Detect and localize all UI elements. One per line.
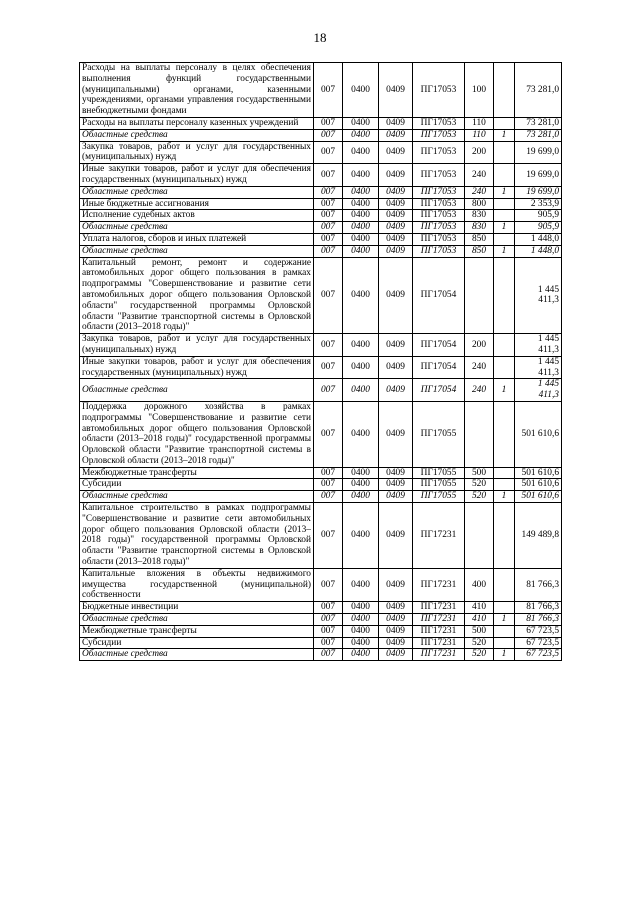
source-code: [494, 233, 515, 245]
subsection-code: 0409: [379, 503, 413, 569]
subsection-code: 0409: [379, 467, 413, 479]
page-number: 18: [313, 30, 327, 45]
ved-code: 007: [314, 117, 343, 129]
ved-code: 007: [314, 63, 343, 118]
row-name: Межбюджетные трансферты: [80, 625, 314, 637]
target-code: ПГ17054: [413, 356, 465, 379]
target-code: ПГ17231: [413, 503, 465, 569]
section-code: 0400: [343, 117, 379, 129]
section-code: 0400: [343, 491, 379, 503]
expense-type-code: 240: [465, 356, 494, 379]
target-code: ПГ17053: [413, 222, 465, 234]
row-name: Закупка товаров, работ и услуг для государственных (муниципальных) нужд: [80, 334, 314, 357]
amount: 501 610,6: [515, 479, 562, 491]
expense-type-code: 410: [465, 614, 494, 626]
section-code: 0400: [343, 141, 379, 164]
subsection-code: 0409: [379, 210, 413, 222]
target-code: ПГ17231: [413, 614, 465, 626]
expense-type-code: 240: [465, 379, 494, 402]
section-code: 0400: [343, 401, 379, 467]
row-name: Областные средства: [80, 614, 314, 626]
amount: 81 766,3: [515, 568, 562, 601]
target-code: ПГ17055: [413, 479, 465, 491]
expense-type-code: 500: [465, 467, 494, 479]
source-code: [494, 479, 515, 491]
row-name: Закупка товаров, работ и услуг для государственных (муниципальных) нужд: [80, 141, 314, 164]
expense-type-code: 200: [465, 334, 494, 357]
expense-type-code: [465, 503, 494, 569]
table-row: [80, 198, 562, 210]
expense-type-code: 110: [465, 129, 494, 141]
table-row: [80, 503, 562, 569]
source-code: [494, 602, 515, 614]
source-code: [494, 356, 515, 379]
target-code: ПГ17053: [413, 210, 465, 222]
section-code: 0400: [343, 503, 379, 569]
expense-type-code: 850: [465, 245, 494, 257]
section-code: 0400: [343, 467, 379, 479]
table-row: [80, 141, 562, 164]
ved-code: 007: [314, 401, 343, 467]
subsection-code: 0409: [379, 245, 413, 257]
section-code: 0400: [343, 479, 379, 491]
subsection-code: 0409: [379, 257, 413, 334]
ved-code: 007: [314, 503, 343, 569]
row-name: Областные средства: [80, 222, 314, 234]
subsection-code: 0409: [379, 117, 413, 129]
source-code: 1: [494, 129, 515, 141]
table-row: [80, 334, 562, 357]
table-row: [80, 649, 562, 661]
expense-type-code: 240: [465, 186, 494, 198]
target-code: ПГ17053: [413, 164, 465, 187]
row-name: Областные средства: [80, 129, 314, 141]
row-name: Уплата налогов, сборов и иных платежей: [80, 233, 314, 245]
expense-type-code: 520: [465, 637, 494, 649]
amount: 1 445 411,3: [515, 356, 562, 379]
subsection-code: 0409: [379, 63, 413, 118]
target-code: ПГ17053: [413, 245, 465, 257]
row-name: Областные средства: [80, 649, 314, 661]
expense-type-code: 520: [465, 479, 494, 491]
amount: 2 353,9: [515, 198, 562, 210]
ved-code: 007: [314, 129, 343, 141]
table-row: [80, 222, 562, 234]
target-code: ПГ17231: [413, 625, 465, 637]
amount: 67 723,5: [515, 625, 562, 637]
table-row: [80, 210, 562, 222]
amount: 81 766,3: [515, 602, 562, 614]
source-code: [494, 503, 515, 569]
ved-code: 007: [314, 233, 343, 245]
subsection-code: 0409: [379, 602, 413, 614]
ved-code: 007: [314, 198, 343, 210]
table-row: [80, 356, 562, 379]
ved-code: 007: [314, 356, 343, 379]
source-code: 1: [494, 614, 515, 626]
expense-type-code: 100: [465, 63, 494, 118]
source-code: [494, 467, 515, 479]
section-code: 0400: [343, 614, 379, 626]
target-code: ПГ17231: [413, 637, 465, 649]
expense-type-code: 200: [465, 141, 494, 164]
table-row: [80, 129, 562, 141]
target-code: ПГ17054: [413, 379, 465, 402]
target-code: ПГ17053: [413, 129, 465, 141]
subsection-code: 0409: [379, 379, 413, 402]
expense-type-code: 400: [465, 568, 494, 601]
row-name: Расходы на выплаты персоналу казенных учреждений: [80, 117, 314, 129]
subsection-code: 0409: [379, 649, 413, 661]
subsection-code: 0409: [379, 614, 413, 626]
row-name: Капитальный ремонт, ремонт и содержание автомобильных дорог общего пользования в рамках подпрограммы "Совершенствование и развитие сети автомобильных дорог общего пользования Орловской области" государственной программы Орловской области "Развитие транспортной системы в Орловской области (2013–2018 годы)": [80, 257, 314, 334]
target-code: ПГ17053: [413, 117, 465, 129]
section-code: 0400: [343, 379, 379, 402]
row-name: Областные средства: [80, 245, 314, 257]
section-code: 0400: [343, 186, 379, 198]
subsection-code: 0409: [379, 479, 413, 491]
ved-code: 007: [314, 210, 343, 222]
target-code: ПГ17053: [413, 141, 465, 164]
table-row: [80, 257, 562, 334]
ved-code: 007: [314, 379, 343, 402]
ved-code: 007: [314, 222, 343, 234]
row-name: Иные бюджетные ассигнования: [80, 198, 314, 210]
ved-code: 007: [314, 625, 343, 637]
section-code: 0400: [343, 356, 379, 379]
source-code: [494, 198, 515, 210]
amount: 149 489,8: [515, 503, 562, 569]
section-code: 0400: [343, 129, 379, 141]
amount: 73 281,0: [515, 129, 562, 141]
table-row: [80, 245, 562, 257]
expense-type-code: 410: [465, 602, 494, 614]
target-code: ПГ17053: [413, 63, 465, 118]
subsection-code: 0409: [379, 334, 413, 357]
section-code: 0400: [343, 257, 379, 334]
target-code: ПГ17231: [413, 649, 465, 661]
table-row: [80, 63, 562, 118]
amount: 905,9: [515, 210, 562, 222]
source-code: 1: [494, 222, 515, 234]
ved-code: 007: [314, 479, 343, 491]
expense-type-code: 850: [465, 233, 494, 245]
subsection-code: 0409: [379, 198, 413, 210]
target-code: ПГ17055: [413, 467, 465, 479]
table-body: [80, 63, 562, 661]
target-code: ПГ17054: [413, 257, 465, 334]
table-row: [80, 117, 562, 129]
section-code: 0400: [343, 334, 379, 357]
amount: 19 699,0: [515, 186, 562, 198]
ved-code: 007: [314, 491, 343, 503]
expense-type-code: 500: [465, 625, 494, 637]
table-row: [80, 467, 562, 479]
table-row: [80, 625, 562, 637]
source-code: [494, 210, 515, 222]
expense-type-code: 830: [465, 222, 494, 234]
expense-type-code: 830: [465, 210, 494, 222]
subsection-code: 0409: [379, 625, 413, 637]
ved-code: 007: [314, 614, 343, 626]
expense-type-code: 110: [465, 117, 494, 129]
ved-code: 007: [314, 568, 343, 601]
ved-code: 007: [314, 245, 343, 257]
ved-code: 007: [314, 141, 343, 164]
row-name: Иные закупки товаров, работ и услуг для обеспечения государственных (муниципальных) нужд: [80, 356, 314, 379]
section-code: 0400: [343, 63, 379, 118]
source-code: [494, 141, 515, 164]
source-code: [494, 117, 515, 129]
ved-code: 007: [314, 164, 343, 187]
target-code: ПГ17054: [413, 334, 465, 357]
table-row: [80, 491, 562, 503]
amount: 1 445 411,3: [515, 334, 562, 357]
row-name: Капитальное строительство в рамках подпрограммы "Совершенствование и развитие сети автомобильных дорог общего пользования Орловской области (2013–2018 годы)" государственной программы Орловской области "Развитие транспортной системы в Орловской области (2013–2018 годы)": [80, 503, 314, 569]
amount: 73 281,0: [515, 63, 562, 118]
subsection-code: 0409: [379, 233, 413, 245]
source-code: 1: [494, 379, 515, 402]
table-row: [80, 614, 562, 626]
expense-type-code: [465, 401, 494, 467]
target-code: ПГ17055: [413, 491, 465, 503]
ved-code: 007: [314, 334, 343, 357]
amount: 67 723,5: [515, 649, 562, 661]
source-code: 1: [494, 245, 515, 257]
row-name: Областные средства: [80, 379, 314, 402]
amount: 1 445 411,3: [515, 257, 562, 334]
expense-type-code: 520: [465, 649, 494, 661]
section-code: 0400: [343, 210, 379, 222]
amount: 19 699,0: [515, 164, 562, 187]
row-name: Бюджетные инвестиции: [80, 602, 314, 614]
amount: 81 766,3: [515, 614, 562, 626]
table-row: [80, 233, 562, 245]
source-code: 1: [494, 649, 515, 661]
ved-code: 007: [314, 637, 343, 649]
section-code: 0400: [343, 649, 379, 661]
subsection-code: 0409: [379, 164, 413, 187]
expense-type-code: 520: [465, 491, 494, 503]
subsection-code: 0409: [379, 141, 413, 164]
source-code: 1: [494, 491, 515, 503]
row-name: Иные закупки товаров, работ и услуг для обеспечения государственных (муниципальных) нужд: [80, 164, 314, 187]
ved-code: 007: [314, 649, 343, 661]
subsection-code: 0409: [379, 186, 413, 198]
section-code: 0400: [343, 198, 379, 210]
table-row: [80, 186, 562, 198]
table-row: [80, 401, 562, 467]
row-name: Субсидии: [80, 479, 314, 491]
subsection-code: 0409: [379, 222, 413, 234]
subsection-code: 0409: [379, 568, 413, 601]
amount: 1 448,0: [515, 245, 562, 257]
expense-type-code: [465, 257, 494, 334]
source-code: [494, 334, 515, 357]
source-code: 1: [494, 186, 515, 198]
target-code: ПГ17053: [413, 233, 465, 245]
section-code: 0400: [343, 164, 379, 187]
source-code: [494, 164, 515, 187]
row-name: Исполнение судебных актов: [80, 210, 314, 222]
amount: 1 448,0: [515, 233, 562, 245]
amount: 501 610,6: [515, 401, 562, 467]
amount: 73 281,0: [515, 117, 562, 129]
row-name: Субсидии: [80, 637, 314, 649]
subsection-code: 0409: [379, 401, 413, 467]
table-row: [80, 568, 562, 601]
target-code: ПГ17231: [413, 568, 465, 601]
row-name: Расходы на выплаты персоналу в целях обеспечения выполнения функций государственными (муниципальными) органами, казенными учреждениями, органами управления государственными внебюджетными фондами: [80, 63, 314, 118]
target-code: ПГ17231: [413, 602, 465, 614]
table-row: [80, 379, 562, 402]
table-row: [80, 479, 562, 491]
amount: 905,9: [515, 222, 562, 234]
budget-table: [79, 62, 562, 661]
section-code: 0400: [343, 637, 379, 649]
row-name: Областные средства: [80, 491, 314, 503]
row-name: Областные средства: [80, 186, 314, 198]
ved-code: 007: [314, 602, 343, 614]
amount: 1 445 411,3: [515, 379, 562, 402]
source-code: [494, 568, 515, 601]
target-code: ПГ17053: [413, 198, 465, 210]
ved-code: 007: [314, 257, 343, 334]
source-code: [494, 257, 515, 334]
expense-type-code: 240: [465, 164, 494, 187]
row-name: Межбюджетные трансферты: [80, 467, 314, 479]
section-code: 0400: [343, 602, 379, 614]
section-code: 0400: [343, 568, 379, 601]
subsection-code: 0409: [379, 637, 413, 649]
row-name: Поддержка дорожного хозяйства в рамках подпрограммы "Совершенствование и развитие сети автомобильных дорог общего пользования Орловской области (2013–2018 годы)" государственной программы Орловской области "Развитие транспортной системы в Орловской области (2013–2018 годы)": [80, 401, 314, 467]
target-code: ПГ17055: [413, 401, 465, 467]
section-code: 0400: [343, 245, 379, 257]
subsection-code: 0409: [379, 491, 413, 503]
amount: 67 723,5: [515, 637, 562, 649]
amount: 501 610,6: [515, 467, 562, 479]
source-code: [494, 401, 515, 467]
table-row: [80, 164, 562, 187]
source-code: [494, 63, 515, 118]
table-row: [80, 602, 562, 614]
section-code: 0400: [343, 233, 379, 245]
expense-type-code: 800: [465, 198, 494, 210]
ved-code: 007: [314, 186, 343, 198]
row-name: Капитальные вложения в объекты недвижимого имущества государственной (муниципальной) собственности: [80, 568, 314, 601]
subsection-code: 0409: [379, 129, 413, 141]
source-code: [494, 625, 515, 637]
table-row: [80, 637, 562, 649]
amount: 19 699,0: [515, 141, 562, 164]
section-code: 0400: [343, 625, 379, 637]
subsection-code: 0409: [379, 356, 413, 379]
ved-code: 007: [314, 467, 343, 479]
source-code: [494, 637, 515, 649]
section-code: 0400: [343, 222, 379, 234]
target-code: ПГ17053: [413, 186, 465, 198]
amount: 501 610,6: [515, 491, 562, 503]
